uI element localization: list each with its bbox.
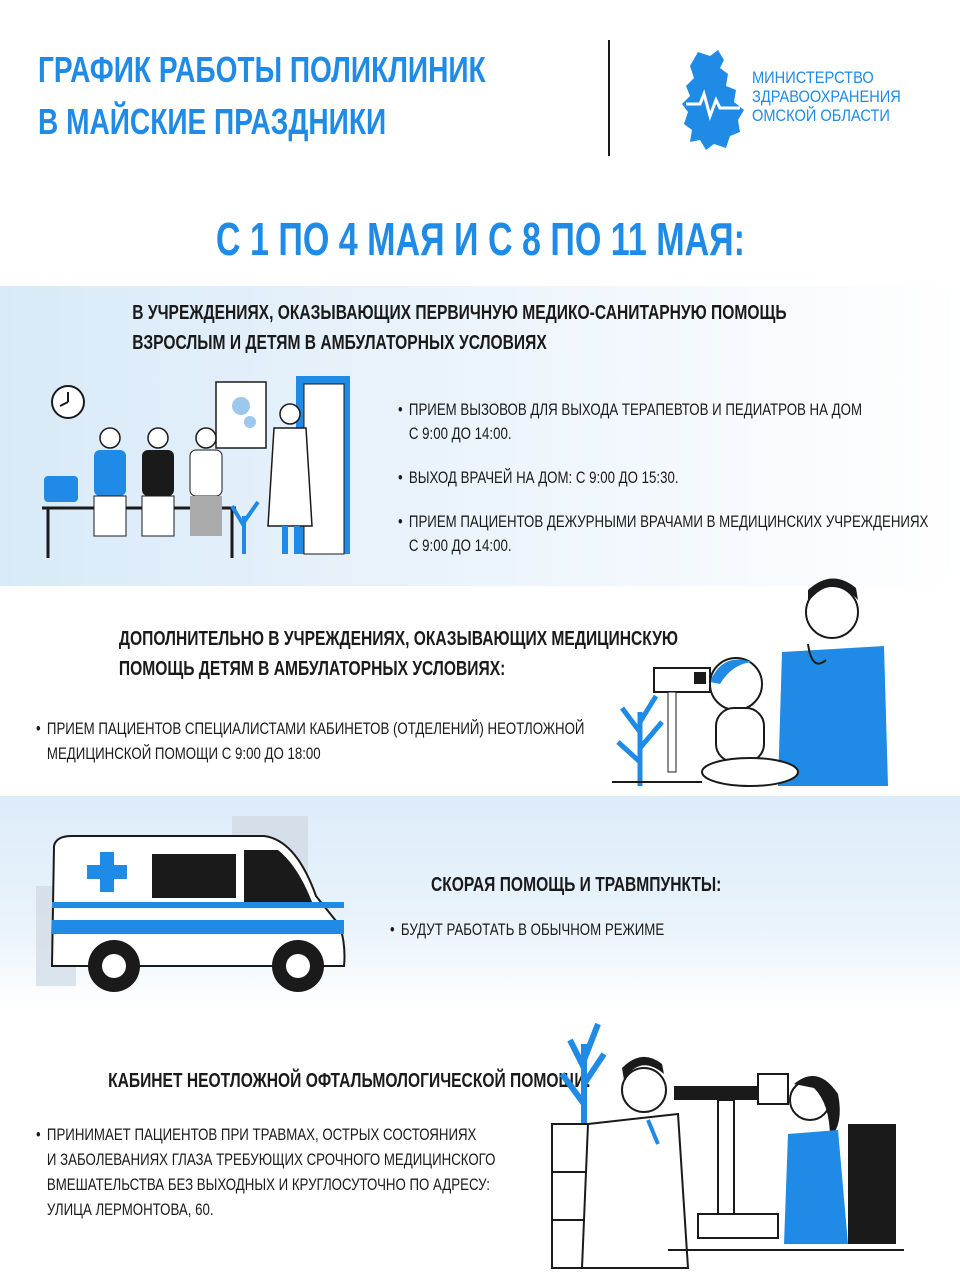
- ministry-line-3: ОМСКОЙ ОБЛАСТИ: [752, 106, 890, 125]
- ministry-line-1: МИНИСТЕРСТВО: [752, 68, 874, 87]
- header-divider: [608, 40, 610, 156]
- date-range-text: С 1 ПО 4 МАЯ И С 8 ПО 11 МАЯ:: [215, 213, 745, 265]
- list-item: • ВЫХОД ВРАЧЕЙ НА ДОМ: С 9:00 ДО 15:30.: [398, 466, 944, 490]
- patient-figure: [142, 428, 174, 536]
- list-item: • ПРИНИМАЕТ ПАЦИЕНТОВ ПРИ ТРАВМАХ, ОСТРЫХ СОСТОЯНИЯХ И ЗАБОЛЕВАНИЯХ ГЛАЗА ТРЕБУЮЩИХ СРОЧНОГО МЕДИЦИНСКОГО ВМЕШАТЕЛЬСТВА БЕЗ ВЫХОДНЫХ И КРУГЛОСУТОЧНО ПО АДРЕСУ: УЛИЦА ЛЕРМОНТОВА, 60.: [36, 1122, 495, 1222]
- date-range-heading: [0, 212, 960, 266]
- pediatrician-illustration: [612, 572, 892, 786]
- section1-list: [398, 398, 944, 578]
- section1-heading-line-1: В УЧРЕЖДЕНИЯХ, ОКАЗЫВАЮЩИХ ПЕРВИЧНУЮ МЕДИКО-САНИТАРНУЮ ПОМОЩЬ: [132, 302, 787, 324]
- plant: [232, 502, 258, 554]
- list-item: • ПРИЕМ ПАЦИЕНТОВ ДЕЖУРНЫМИ ВРАЧАМИ В МЕДИЦИНСКИХ УЧРЕЖДЕНИЯХ С 9:00 ДО 14:00.: [398, 510, 944, 558]
- plant: [618, 696, 662, 786]
- ministry-name: [752, 68, 901, 125]
- list-item: • БУДУТ РАБОТАТЬ В ОБЫЧНОМ РЕЖИМЕ: [390, 920, 664, 940]
- omsk-region-map-icon: [680, 50, 746, 150]
- waiting-room-illustration: [36, 376, 366, 566]
- section3-heading: СКОРАЯ ПОМОЩЬ И ТРАВМПУНКТЫ:: [430, 874, 722, 896]
- title-line-2: В МАЙСКИЕ ПРАЗДНИКИ: [38, 101, 387, 142]
- section-ambulance: [0, 796, 960, 1010]
- section-ophthalmology: [0, 1010, 960, 1280]
- section4-heading: КАБИНЕТ НЕОТЛОЖНОЙ ОФТАЛЬМОЛОГИЧЕСКОЙ ПОМОЩИ:: [108, 1070, 591, 1092]
- doctor-figure: [582, 1057, 688, 1268]
- ophthalmologist-illustration: [548, 1014, 904, 1268]
- list-item: • ПРИЕМ ВЫЗОВОВ ДЛЯ ВЫХОДА ТЕРАПЕВТОВ И ПЕДИАТРОВ НА ДОМ С 9:00 ДО 14:00.: [398, 398, 944, 446]
- ambulance-illustration: [36, 816, 356, 996]
- list-item: • ПРИЕМ ПАЦИЕНТОВ СПЕЦИАЛИСТАМИ КАБИНЕТОВ (ОТДЕЛЕНИЙ) НЕОТЛОЖНОЙ МЕДИЦИНСКОЙ ПОМОЩИ С 9:00 ДО 18:00: [36, 716, 584, 766]
- section-children-care: [0, 586, 960, 796]
- chair: [44, 476, 78, 502]
- section1-heading-line-2: ВЗРОСЛЫМ И ДЕТЯМ В АМБУЛАТОРНЫХ УСЛОВИЯХ: [132, 332, 547, 354]
- patient-figure: [784, 1076, 848, 1244]
- ministry-line-2: ЗДРАВООХРАНЕНИЯ: [752, 87, 901, 106]
- doctor-figure: [778, 578, 888, 786]
- patient-figure: [94, 428, 126, 536]
- page-title: [38, 44, 486, 148]
- section-primary-care: [0, 286, 960, 586]
- scale-device: [654, 668, 710, 772]
- chair: [848, 1124, 896, 1244]
- plant: [562, 1024, 604, 1128]
- header: [0, 0, 960, 280]
- section2-heading: ДОПОЛНИТЕЛЬНО В УЧРЕЖДЕНИЯХ, ОКАЗЫВАЮЩИХ МЕДИЦИНСКУЮ ПОМОЩЬ ДЕТЯМ В АМБУЛАТОРНЫХ УСЛОВИЯХ:: [118, 628, 679, 680]
- slit-lamp-device: [674, 1074, 788, 1238]
- title-line-1: ГРАФИК РАБОТЫ ПОЛИКЛИНИК: [38, 49, 486, 90]
- section1-heading: [132, 298, 786, 358]
